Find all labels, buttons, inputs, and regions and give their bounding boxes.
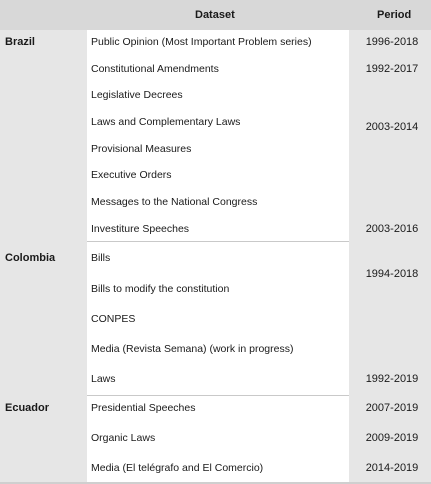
country-colombia: Colombia (5, 252, 56, 264)
country-ecuador: Ecuador (5, 402, 50, 414)
dataset-cell: Media (El telégrafo and El Comercio) (91, 462, 264, 474)
period-column-header: Period (377, 9, 412, 21)
country-brazil: Brazil (5, 36, 35, 48)
dataset-cell: Public Opinion (Most Important Problem series) (91, 36, 312, 48)
dataset-cell: Provisional Measures (91, 143, 192, 155)
period-cell: 1992-2017 (365, 63, 419, 75)
group-divider (87, 241, 349, 242)
dataset-cell: Presidential Speeches (91, 402, 196, 414)
period-cell: 1994-2018 (365, 268, 419, 280)
dataset-cell: Bills (91, 252, 111, 264)
dataset-cell: Messages to the National Congress (91, 196, 258, 208)
dataset-cell: Constitutional Amendments (91, 63, 219, 75)
dataset-cell: Executive Orders (91, 169, 172, 181)
period-cell: 2014-2019 (365, 462, 419, 474)
dataset-cell: Organic Laws (91, 432, 156, 444)
period-cell: 1996-2018 (365, 36, 419, 48)
period-cell: 2007-2019 (365, 402, 419, 414)
dataset-cell: Media (Revista Semana) (work in progress) (91, 343, 294, 355)
period-cell: 2003-2014 (365, 121, 419, 133)
dataset-cell: Bills to modify the constitution (91, 283, 230, 295)
group-divider (87, 395, 349, 396)
table-header (0, 0, 431, 30)
period-cell: 1992-2019 (365, 373, 419, 385)
dataset-cell: CONPES (91, 313, 136, 325)
dataset-cell: Investiture Speeches (91, 223, 190, 235)
dataset-cell: Legislative Decrees (91, 89, 183, 101)
dataset-column-header: Dataset (195, 9, 235, 21)
dataset-cell: Laws (91, 373, 116, 385)
period-cell: 2009-2019 (365, 432, 419, 444)
dataset-cell: Laws and Complementary Laws (91, 116, 241, 128)
period-cell: 2003-2016 (365, 223, 419, 235)
